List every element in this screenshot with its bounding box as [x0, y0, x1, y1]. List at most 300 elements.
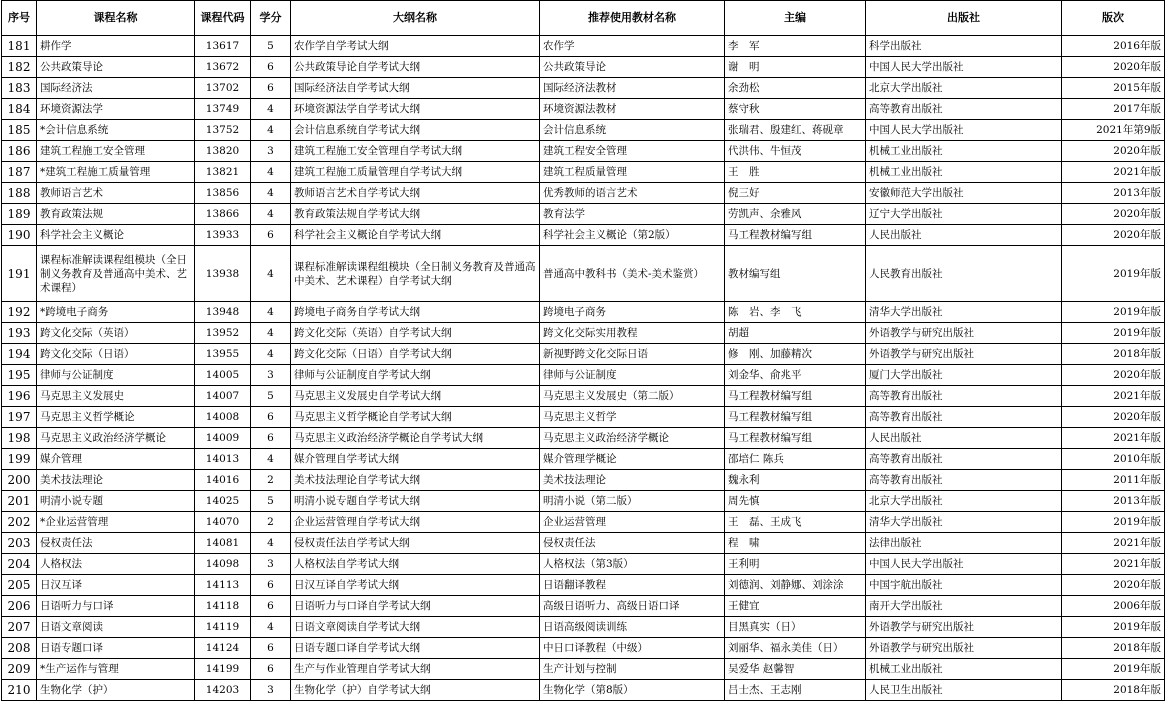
syllabus-name: 科学社会主义概论自学考试大纲 [291, 225, 540, 246]
credits: 3 [251, 680, 291, 701]
syllabus-name: 日语专题口译自学考试大纲 [291, 638, 540, 659]
syllabus-name: 媒介管理自学考试大纲 [291, 449, 540, 470]
edition: 2016年版 [1062, 36, 1165, 57]
publisher: 外语教学与研究出版社 [866, 323, 1062, 344]
credits: 5 [251, 36, 291, 57]
textbook: 律师与公证制度 [540, 365, 725, 386]
textbook: 新视野跨文化交际日语 [540, 344, 725, 365]
editor: 余劲松 [725, 78, 866, 99]
credits: 2 [251, 512, 291, 533]
table-row [2, 162, 1165, 183]
course-code: 14016 [195, 470, 251, 491]
editor: 陈 岩、李 飞 [725, 302, 866, 323]
row-no: 204 [2, 554, 37, 575]
publisher: 外语教学与研究出版社 [866, 617, 1062, 638]
editor: 马工程教材编写组 [725, 407, 866, 428]
table-row [2, 99, 1165, 120]
syllabus-name: 律师与公证制度自学考试大纲 [291, 365, 540, 386]
row-no: 206 [2, 596, 37, 617]
row-no: 210 [2, 680, 37, 701]
edition: 2019年版 [1062, 659, 1165, 680]
credits: 4 [251, 183, 291, 204]
credits: 6 [251, 638, 291, 659]
edition: 2018年版 [1062, 680, 1165, 701]
course-code: 14118 [195, 596, 251, 617]
edition: 2011年版 [1062, 470, 1165, 491]
row-no: 183 [2, 78, 37, 99]
edition: 2020年版 [1062, 225, 1165, 246]
editor: 刘丽华、福永美佳（日） [725, 638, 866, 659]
syllabus-name: 马克思主义发展史自学考试大纲 [291, 386, 540, 407]
course-name: 环境资源法学 [37, 99, 195, 120]
credits: 3 [251, 141, 291, 162]
syllabus-name: 日语听力与口译自学考试大纲 [291, 596, 540, 617]
row-no: 203 [2, 533, 37, 554]
table-row [2, 533, 1165, 554]
editor: 倪三好 [725, 183, 866, 204]
editor: 李 军 [725, 36, 866, 57]
header-no: 序号 [2, 1, 37, 36]
publisher: 辽宁大学出版社 [866, 204, 1062, 225]
syllabus-name: 建筑工程施工质量管理自学考试大纲 [291, 162, 540, 183]
editor: 王 磊、王成飞 [725, 512, 866, 533]
course-code: 14199 [195, 659, 251, 680]
edition: 2020年版 [1062, 57, 1165, 78]
textbook: 农作学 [540, 36, 725, 57]
course-code: 13948 [195, 302, 251, 323]
syllabus-name: 农作学自学考试大纲 [291, 36, 540, 57]
course-name: *会计信息系统 [37, 120, 195, 141]
editor: 修 刚、加藤精次 [725, 344, 866, 365]
editor: 吴爱华 赵馨智 [725, 659, 866, 680]
syllabus-name: 教师语言艺术自学考试大纲 [291, 183, 540, 204]
textbook: 国际经济法教材 [540, 78, 725, 99]
textbook: 跨文化交际实用教程 [540, 323, 725, 344]
header-course-name: 课程名称 [37, 1, 195, 36]
edition: 2018年版 [1062, 638, 1165, 659]
course-code: 14113 [195, 575, 251, 596]
row-no: 185 [2, 120, 37, 141]
publisher: 外语教学与研究出版社 [866, 638, 1062, 659]
credits: 6 [251, 407, 291, 428]
course-name: 明清小说专题 [37, 491, 195, 512]
course-name: 马克思主义哲学概论 [37, 407, 195, 428]
row-no: 184 [2, 99, 37, 120]
textbook: 美术技法理论 [540, 470, 725, 491]
textbook: 企业运营管理 [540, 512, 725, 533]
credits: 5 [251, 386, 291, 407]
table-row [2, 120, 1165, 141]
row-no: 208 [2, 638, 37, 659]
syllabus-name: 生物化学（护）自学考试大纲 [291, 680, 540, 701]
textbook: 日语翻译教程 [540, 575, 725, 596]
course-name: 媒介管理 [37, 449, 195, 470]
editor: 目黑真实（日） [725, 617, 866, 638]
course-name: *生产运作与管理 [37, 659, 195, 680]
credits: 4 [251, 449, 291, 470]
table-row [2, 57, 1165, 78]
textbook: 马克思主义政治经济学概论 [540, 428, 725, 449]
row-no: 196 [2, 386, 37, 407]
table-row [2, 680, 1165, 701]
syllabus-name: 日语文章阅读自学考试大纲 [291, 617, 540, 638]
publisher: 中国人民大学出版社 [866, 120, 1062, 141]
edition: 2021年第9版 [1062, 120, 1165, 141]
editor: 周先慎 [725, 491, 866, 512]
course-name: 律师与公证制度 [37, 365, 195, 386]
row-no: 202 [2, 512, 37, 533]
credits: 6 [251, 575, 291, 596]
editor: 王 胜 [725, 162, 866, 183]
edition: 2020年版 [1062, 141, 1165, 162]
row-no: 190 [2, 225, 37, 246]
credits: 4 [251, 204, 291, 225]
row-no: 200 [2, 470, 37, 491]
table-row [2, 617, 1165, 638]
row-no: 191 [2, 246, 37, 302]
edition: 2019年版 [1062, 246, 1165, 302]
table-row [2, 36, 1165, 57]
publisher: 中国宇航出版社 [866, 575, 1062, 596]
table-row [2, 428, 1165, 449]
row-no: 194 [2, 344, 37, 365]
table-row [2, 183, 1165, 204]
edition: 2020年版 [1062, 407, 1165, 428]
publisher: 机械工业出版社 [866, 162, 1062, 183]
header-textbook: 推荐使用教材名称 [540, 1, 725, 36]
row-no: 199 [2, 449, 37, 470]
publisher: 机械工业出版社 [866, 659, 1062, 680]
row-no: 193 [2, 323, 37, 344]
credits: 4 [251, 99, 291, 120]
textbook: 生产计划与控制 [540, 659, 725, 680]
textbook: 媒介管理学概论 [540, 449, 725, 470]
publisher: 高等教育出版社 [866, 386, 1062, 407]
publisher: 科学出版社 [866, 36, 1062, 57]
table-row [2, 449, 1165, 470]
edition: 2015年版 [1062, 78, 1165, 99]
syllabus-name: 跨境电子商务自学考试大纲 [291, 302, 540, 323]
syllabus-name: 生产与作业管理自学考试大纲 [291, 659, 540, 680]
row-no: 195 [2, 365, 37, 386]
table-row [2, 470, 1165, 491]
syllabus-name: 会计信息系统自学考试大纲 [291, 120, 540, 141]
course-code: 14070 [195, 512, 251, 533]
textbook: 建筑工程质量管理 [540, 162, 725, 183]
syllabus-name: 美术技法理论自学考试大纲 [291, 470, 540, 491]
course-name: 跨文化交际（日语） [37, 344, 195, 365]
editor: 魏永利 [725, 470, 866, 491]
credits: 6 [251, 596, 291, 617]
row-no: 181 [2, 36, 37, 57]
textbook: 建筑工程安全管理 [540, 141, 725, 162]
course-code: 13752 [195, 120, 251, 141]
textbook: 马克思主义发展史（第二版） [540, 386, 725, 407]
editor: 邵培仁 陈兵 [725, 449, 866, 470]
editor: 程 啸 [725, 533, 866, 554]
textbook: 侵权责任法 [540, 533, 725, 554]
credits: 4 [251, 533, 291, 554]
publisher: 高等教育出版社 [866, 407, 1062, 428]
course-name: 日语专题口译 [37, 638, 195, 659]
table-row [2, 302, 1165, 323]
table-row [2, 78, 1165, 99]
course-name: 日语听力与口译 [37, 596, 195, 617]
edition: 2019年版 [1062, 617, 1165, 638]
edition: 2013年版 [1062, 183, 1165, 204]
table-row [2, 204, 1165, 225]
credits: 4 [251, 162, 291, 183]
publisher: 人民出版社 [866, 225, 1062, 246]
table-row [2, 365, 1165, 386]
textbook: 马克思主义哲学 [540, 407, 725, 428]
course-table [1, 0, 1165, 701]
syllabus-name: 侵权责任法自学考试大纲 [291, 533, 540, 554]
edition: 2020年版 [1062, 575, 1165, 596]
syllabus-name: 教育政策法规自学考试大纲 [291, 204, 540, 225]
edition: 2021年版 [1062, 554, 1165, 575]
course-code: 13938 [195, 246, 251, 302]
header-course-code: 课程代码 [195, 1, 251, 36]
editor: 吕士杰、王志刚 [725, 680, 866, 701]
table-row [2, 225, 1165, 246]
syllabus-name: 跨文化交际（英语）自学考试大纲 [291, 323, 540, 344]
credits: 6 [251, 659, 291, 680]
textbook: 优秀教师的语言艺术 [540, 183, 725, 204]
credits: 4 [251, 302, 291, 323]
course-code: 13617 [195, 36, 251, 57]
header-syllabus: 大纲名称 [291, 1, 540, 36]
row-no: 188 [2, 183, 37, 204]
row-no: 186 [2, 141, 37, 162]
course-name: 教育政策法规 [37, 204, 195, 225]
edition: 2021年版 [1062, 162, 1165, 183]
course-code: 14008 [195, 407, 251, 428]
edition: 2021年版 [1062, 386, 1165, 407]
edition: 2019年版 [1062, 302, 1165, 323]
row-no: 198 [2, 428, 37, 449]
syllabus-name: 人格权法自学考试大纲 [291, 554, 540, 575]
course-code: 13820 [195, 141, 251, 162]
publisher: 人民卫生出版社 [866, 680, 1062, 701]
edition: 2021年版 [1062, 428, 1165, 449]
header-row [2, 1, 1165, 36]
syllabus-name: 建筑工程施工安全管理自学考试大纲 [291, 141, 540, 162]
publisher: 中国人民大学出版社 [866, 57, 1062, 78]
course-code: 13952 [195, 323, 251, 344]
editor: 蔡守秋 [725, 99, 866, 120]
publisher: 人民出版社 [866, 428, 1062, 449]
publisher: 高等教育出版社 [866, 470, 1062, 491]
course-name: 跨文化交际（英语） [37, 323, 195, 344]
course-name: 科学社会主义概论 [37, 225, 195, 246]
table-row [2, 659, 1165, 680]
course-code: 13866 [195, 204, 251, 225]
table-row [2, 596, 1165, 617]
publisher: 厦门大学出版社 [866, 365, 1062, 386]
publisher: 中国人民大学出版社 [866, 554, 1062, 575]
textbook: 跨境电子商务 [540, 302, 725, 323]
table-row [2, 554, 1165, 575]
course-name: *跨境电子商务 [37, 302, 195, 323]
course-name: 日汉互译 [37, 575, 195, 596]
row-no: 182 [2, 57, 37, 78]
header-publisher: 出版社 [866, 1, 1062, 36]
syllabus-name: 明清小说专题自学考试大纲 [291, 491, 540, 512]
syllabus-name: 公共政策导论自学考试大纲 [291, 57, 540, 78]
row-no: 205 [2, 575, 37, 596]
course-name: 公共政策导论 [37, 57, 195, 78]
textbook: 人格权法（第3版） [540, 554, 725, 575]
syllabus-name: 日汉互译自学考试大纲 [291, 575, 540, 596]
textbook: 公共政策导论 [540, 57, 725, 78]
course-name: 侵权责任法 [37, 533, 195, 554]
editor: 马工程教材编写组 [725, 225, 866, 246]
credits: 3 [251, 554, 291, 575]
publisher: 法律出版社 [866, 533, 1062, 554]
table-row [2, 141, 1165, 162]
header-edition: 版次 [1062, 1, 1165, 36]
row-no: 189 [2, 204, 37, 225]
credits: 5 [251, 491, 291, 512]
publisher: 高等教育出版社 [866, 99, 1062, 120]
course-name: 教师语言艺术 [37, 183, 195, 204]
credits: 4 [251, 246, 291, 302]
edition: 2020年版 [1062, 365, 1165, 386]
edition: 2021年版 [1062, 533, 1165, 554]
course-code: 14007 [195, 386, 251, 407]
edition: 2018年版 [1062, 344, 1165, 365]
course-code: 14124 [195, 638, 251, 659]
editor: 刘金华、俞兆平 [725, 365, 866, 386]
credits: 4 [251, 120, 291, 141]
editor: 马工程教材编写组 [725, 428, 866, 449]
credits: 4 [251, 344, 291, 365]
header-editor: 主编 [725, 1, 866, 36]
credits: 3 [251, 365, 291, 386]
edition: 2010年版 [1062, 449, 1165, 470]
row-no: 209 [2, 659, 37, 680]
publisher: 安徽师范大学出版社 [866, 183, 1062, 204]
syllabus-name: 马克思主义政治经济学概论自学考试大纲 [291, 428, 540, 449]
table-row [2, 246, 1165, 302]
row-no: 192 [2, 302, 37, 323]
course-code: 14081 [195, 533, 251, 554]
textbook: 环境资源法教材 [540, 99, 725, 120]
table-row [2, 491, 1165, 512]
editor: 张瑞君、殷建红、蒋砚章 [725, 120, 866, 141]
editor: 教材编写组 [725, 246, 866, 302]
course-name: 人格权法 [37, 554, 195, 575]
course-name: 课程标准解读课程组模块（全日制义务教育及普通高中美术、艺术课程） [37, 246, 195, 302]
course-code: 13672 [195, 57, 251, 78]
table-row [2, 344, 1165, 365]
edition: 2019年版 [1062, 323, 1165, 344]
row-no: 197 [2, 407, 37, 428]
course-name: *建筑工程施工质量管理 [37, 162, 195, 183]
textbook: 普通高中教科书（美术-美术鉴赏） [540, 246, 725, 302]
table-body [2, 36, 1165, 701]
editor: 马工程教材编写组 [725, 386, 866, 407]
textbook: 高级日语听力、高级日语口译 [540, 596, 725, 617]
editor: 劳凯声、余雅风 [725, 204, 866, 225]
credits: 6 [251, 428, 291, 449]
course-name: 日语文章阅读 [37, 617, 195, 638]
course-code: 13702 [195, 78, 251, 99]
editor: 代洪伟、牛恒茂 [725, 141, 866, 162]
publisher: 机械工业出版社 [866, 141, 1062, 162]
course-code: 14025 [195, 491, 251, 512]
credits: 4 [251, 323, 291, 344]
publisher: 南开大学出版社 [866, 596, 1062, 617]
editor: 王健宜 [725, 596, 866, 617]
publisher: 清华大学出版社 [866, 512, 1062, 533]
row-no: 201 [2, 491, 37, 512]
credits: 6 [251, 57, 291, 78]
edition: 2006年版 [1062, 596, 1165, 617]
course-name: 耕作学 [37, 36, 195, 57]
course-code: 14005 [195, 365, 251, 386]
course-name: 建筑工程施工安全管理 [37, 141, 195, 162]
course-code: 13856 [195, 183, 251, 204]
textbook: 教育法学 [540, 204, 725, 225]
publisher: 外语教学与研究出版社 [866, 344, 1062, 365]
course-code: 13749 [195, 99, 251, 120]
header-credits: 学分 [251, 1, 291, 36]
textbook: 日语高级阅读训练 [540, 617, 725, 638]
textbook: 中日口译教程（中级） [540, 638, 725, 659]
textbook: 科学社会主义概论（第2版） [540, 225, 725, 246]
course-code: 13955 [195, 344, 251, 365]
credits: 6 [251, 78, 291, 99]
row-no: 207 [2, 617, 37, 638]
textbook: 明清小说（第二版） [540, 491, 725, 512]
textbook: 会计信息系统 [540, 120, 725, 141]
table-row [2, 323, 1165, 344]
course-name: 马克思主义发展史 [37, 386, 195, 407]
table-row [2, 575, 1165, 596]
syllabus-name: 跨文化交际（日语）自学考试大纲 [291, 344, 540, 365]
course-name: 美术技法理论 [37, 470, 195, 491]
edition: 2019年版 [1062, 512, 1165, 533]
edition: 2020年版 [1062, 204, 1165, 225]
course-code: 14013 [195, 449, 251, 470]
course-code: 13821 [195, 162, 251, 183]
publisher: 北京大学出版社 [866, 491, 1062, 512]
textbook: 生物化学（第8版） [540, 680, 725, 701]
course-code: 14203 [195, 680, 251, 701]
syllabus-name: 课程标准解读课程组模块（全日制义务教育及普通高中美术、艺术课程）自学考试大纲 [291, 246, 540, 302]
syllabus-name: 企业运营管理自学考试大纲 [291, 512, 540, 533]
course-name: 生物化学（护） [37, 680, 195, 701]
table-row [2, 638, 1165, 659]
course-code: 13933 [195, 225, 251, 246]
course-code: 14119 [195, 617, 251, 638]
course-name: 马克思主义政治经济学概论 [37, 428, 195, 449]
editor: 谢 明 [725, 57, 866, 78]
publisher: 高等教育出版社 [866, 449, 1062, 470]
row-no: 187 [2, 162, 37, 183]
credits: 6 [251, 225, 291, 246]
publisher: 清华大学出版社 [866, 302, 1062, 323]
syllabus-name: 马克思主义哲学概论自学考试大纲 [291, 407, 540, 428]
syllabus-name: 环境资源法学自学考试大纲 [291, 99, 540, 120]
table-row [2, 512, 1165, 533]
edition: 2013年版 [1062, 491, 1165, 512]
credits: 4 [251, 617, 291, 638]
syllabus-name: 国际经济法自学考试大纲 [291, 78, 540, 99]
editor: 王利明 [725, 554, 866, 575]
